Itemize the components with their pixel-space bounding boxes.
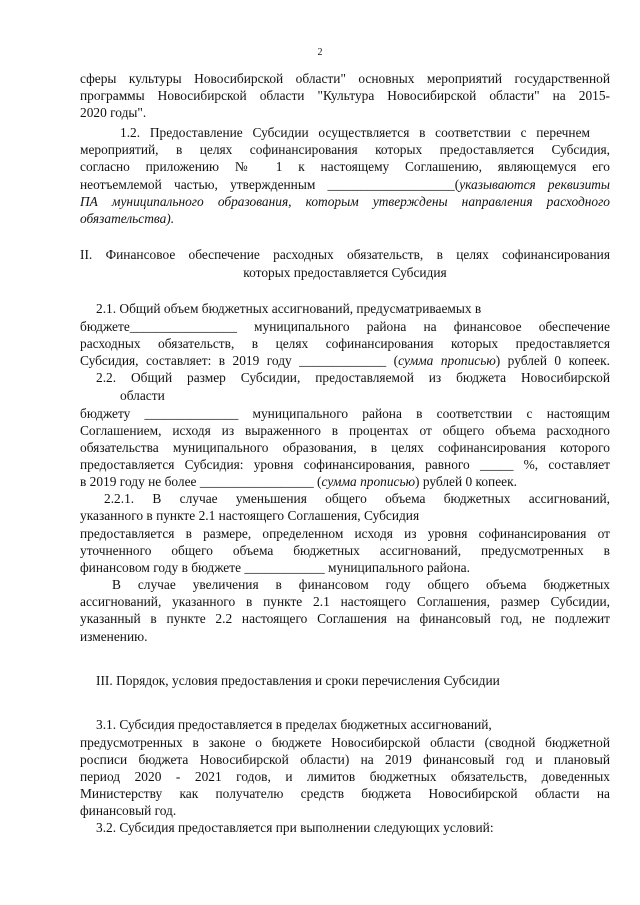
text-line: период 2020 - 2021 годов, и лимитов бюджетных обязательств, доведенных bbox=[80, 769, 610, 784]
text-line: Соглашением, исходя из выраженного в процентах от общего объема расходного bbox=[80, 423, 610, 438]
text-line: бюджете________________ муниципального района на финансовое обеспечение bbox=[80, 319, 610, 334]
text-line: 2.2. Общий размер Субсидии, предоставляемой из бюджета Новосибирской bbox=[96, 370, 610, 385]
text-line: бюджету ______________ муниципального района в соответствии с настоящим bbox=[80, 406, 610, 421]
text-line: III. Порядок, условия предоставления и сроки перечисления Субсидии bbox=[96, 673, 500, 688]
text-line: которых предоставляется Субсидия bbox=[243, 265, 447, 280]
text-line: уточненного общего объема бюджетных ассигнований, предусмотренных в bbox=[80, 543, 610, 558]
text-line: указанного в пункте 2.1 настоящего Соглашения, Субсидия bbox=[80, 508, 420, 523]
text-line: изменению. bbox=[80, 629, 148, 644]
text-line: В случае увеличения в финансовом году общего объема бюджетных bbox=[112, 577, 610, 592]
text-line: мероприятий, в целях софинансирования которых предоставляется Субсидия, bbox=[80, 142, 610, 157]
text-line: II. Финансовое обеспечение расходных обязательств, в целях софинансирования bbox=[80, 247, 610, 262]
text-line: указанный в пункте 2.2 настоящего Соглашения на финансовый год, не подлежит bbox=[80, 611, 610, 626]
text-line: 2.2.1. В случае уменьшения общего объема бюджетных ассигнований, bbox=[104, 491, 610, 506]
text-line: программы Новосибирской области "Культура Новосибирской области" на 2015- bbox=[80, 88, 610, 103]
text-line: расходных обязательств, в целях софинансирования которых предоставляется bbox=[80, 336, 610, 351]
text-line: области bbox=[120, 388, 165, 403]
text-line: согласно приложению № 1 к настоящему Соглашению, являющемуся его bbox=[80, 159, 610, 174]
text-line: в 2019 году не более _________________ (сумма прописью) рублей 0 копеек. bbox=[80, 474, 517, 489]
text-line: обязательства муниципального образования, в целях софинансирования которого bbox=[80, 440, 610, 455]
text-line: ассигнований, указанного в пункте 2.1 настоящего Соглашения, размер Субсидии, bbox=[80, 594, 610, 609]
text-line: обязательства). bbox=[80, 211, 175, 226]
text-line: Министерству как получателю средств бюджета Новосибирской области на bbox=[80, 786, 610, 801]
text-line: ПА муниципального образования, которым утверждены направления расходного bbox=[80, 194, 610, 209]
text-line: предоставляется в размере, определенном исходя из уровня софинансирования от bbox=[80, 526, 610, 541]
text-line: 3.1. Субсидия предоставляется в пределах бюджетных ассигнований, bbox=[96, 717, 492, 732]
text-line: предоставляется Субсидия: уровня софинансирования, равного _____ %, составляет bbox=[80, 457, 610, 472]
text-line: 3.2. Субсидия предоставляется при выполнении следующих условий: bbox=[96, 820, 494, 835]
text-line: росписи бюджета Новосибирской области) на 2019 финансовый год и плановый bbox=[80, 752, 610, 767]
text-line: Субсидия, составляет: в 2019 году _____________ (сумма прописью) рублей 0 копеек. bbox=[80, 353, 610, 368]
text-line: предусмотренных в законе о бюджете Новосибирской области (сводной бюджетной bbox=[80, 735, 610, 750]
text-line: финансовом году в бюджете ____________ муниципального района. bbox=[80, 560, 470, 575]
text-line: 1.2. Предоставление Субсидии осуществляется в соответствии с перечнем bbox=[120, 125, 590, 140]
text-line: неотъемлемой частью, утвержденным ___________________(указываются реквизиты bbox=[80, 177, 610, 192]
text-line: 2020 годы". bbox=[80, 105, 147, 120]
page-number: 2 bbox=[317, 47, 323, 58]
text-line: финансовый год. bbox=[80, 803, 177, 818]
text-line: сферы культуры Новосибирской области" основных мероприятий государственной bbox=[80, 71, 610, 86]
text-line: 2.1. Общий объем бюджетных ассигнований, предусматриваемых в bbox=[96, 301, 482, 316]
